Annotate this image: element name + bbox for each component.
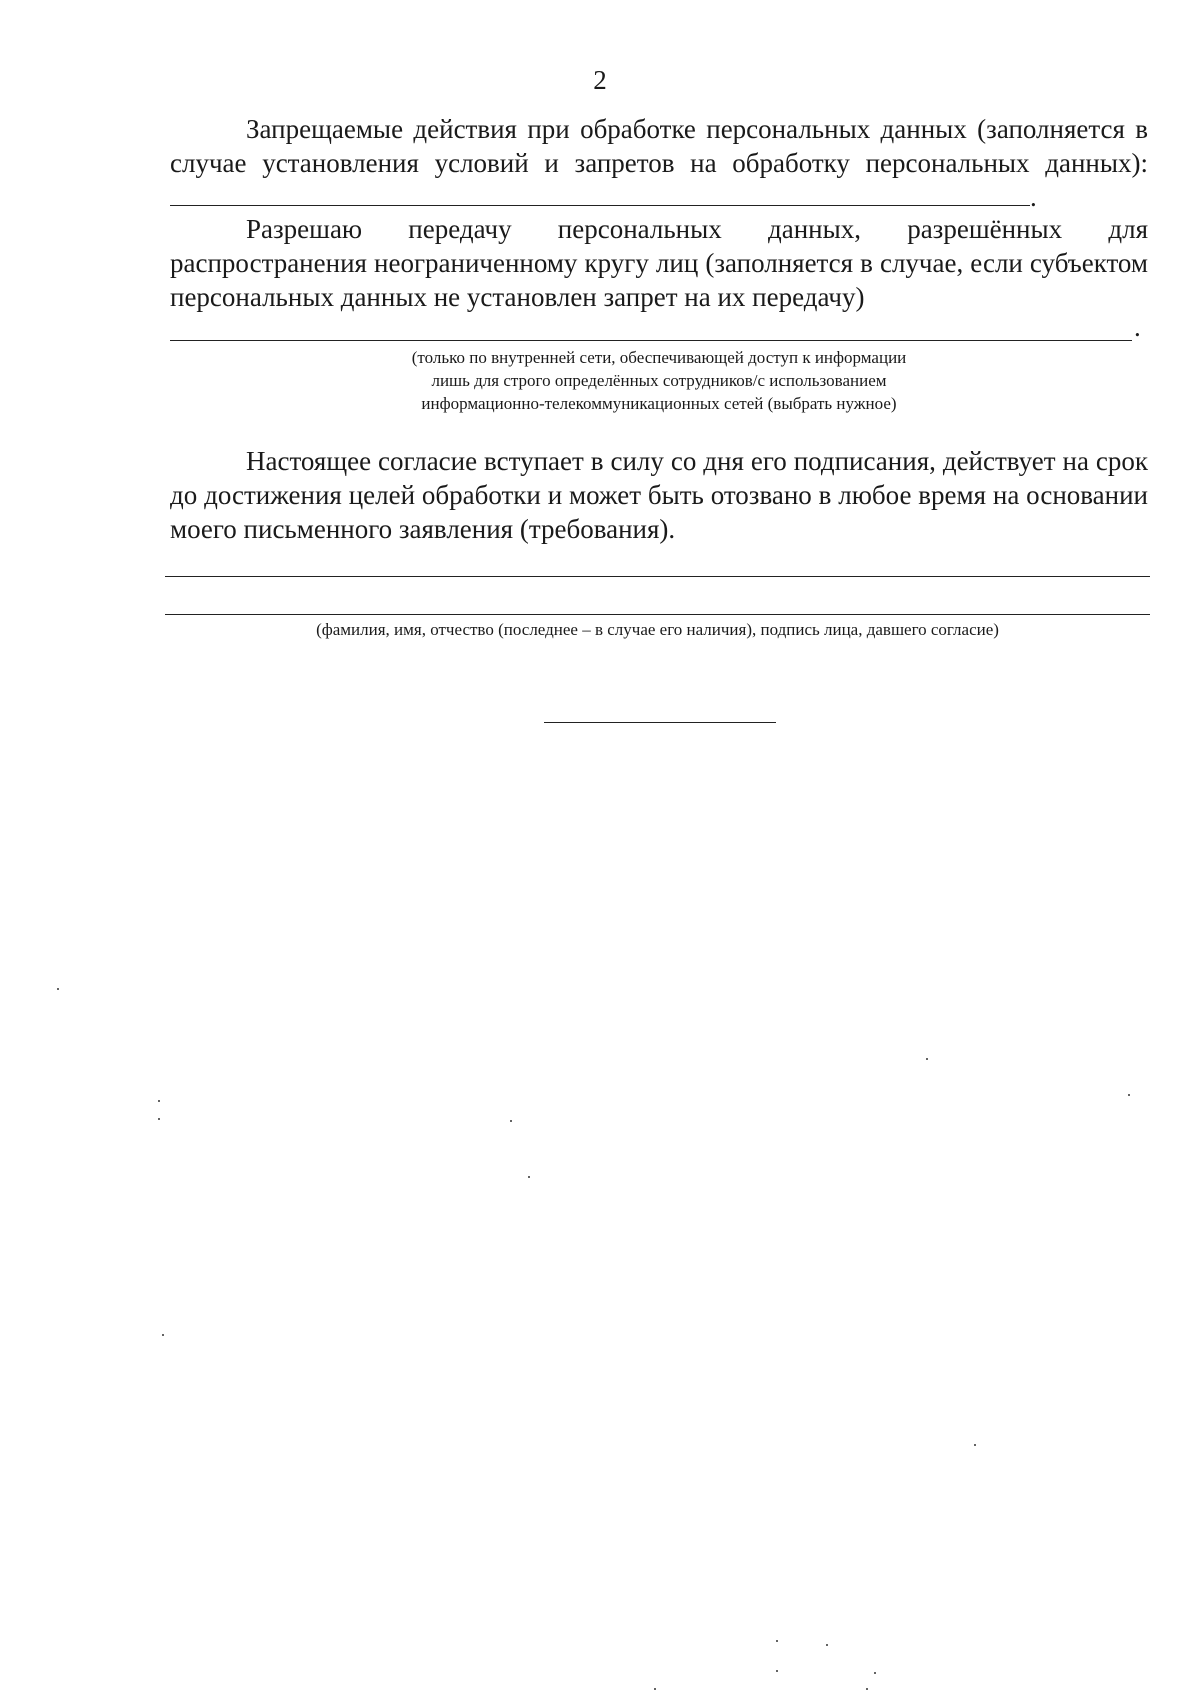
- transfer-permission-text: Разрешаю передачу персональных данных, разрешённых для распространения неограниченному кругу лиц (заполняется в случае, если субъектом персональных данных не установлен запрет на их передачу): [170, 214, 1148, 312]
- transfer-permission-fill-row: [170, 310, 1148, 344]
- scan-speck: [926, 1058, 928, 1060]
- signature-line[interactable]: [165, 614, 1150, 615]
- scan-speck: [826, 1644, 828, 1646]
- scan-speck: [866, 1688, 868, 1690]
- scan-speck: [776, 1640, 778, 1642]
- validity-paragraph: [170, 444, 1148, 546]
- closing-divider: [544, 722, 776, 723]
- transfer-permission-paragraph: [170, 212, 1148, 314]
- scan-speck: [528, 1176, 530, 1178]
- scan-speck: [974, 1444, 976, 1446]
- scan-speck: [1128, 1094, 1130, 1096]
- scan-speck: [162, 1334, 164, 1336]
- scan-speck: [654, 1688, 656, 1690]
- transfer-permission-fill-line[interactable]: [170, 340, 1132, 341]
- transfer-caption-line-2: лишь для строго определённых сотрудников/с использованием: [431, 371, 887, 390]
- scan-speck: [158, 1118, 160, 1120]
- scan-speck: [874, 1672, 876, 1674]
- transfer-permission-end-mark: .: [1134, 312, 1141, 342]
- validity-text: Настоящее согласие вступает в силу со дня его подписания, действует на срок до достижения целей обработки и может быть отозвано в любое время на основании моего письменного заявления (требования).: [170, 446, 1148, 544]
- signature-caption: (фамилия, имя, отчество (последнее – в случае его наличия), подпись лица, давшего согласие): [316, 620, 999, 639]
- prohibited-actions-end-mark: .: [1030, 182, 1037, 212]
- transfer-options-caption: [170, 346, 1148, 415]
- signature-name-line[interactable]: [165, 576, 1150, 577]
- transfer-caption-line-3: информационно-телекоммуникационных сетей (выбрать нужное): [421, 394, 897, 413]
- scan-speck: [776, 1670, 778, 1672]
- prohibited-actions-text: Запрещаемые действия при обработке персональных данных (заполняется в случае установления условий и запретов на обработку персональных данных):: [170, 114, 1148, 178]
- scan-speck: [57, 988, 59, 990]
- transfer-caption-line-1: (только по внутренней сети, обеспечивающей доступ к информации: [411, 348, 907, 367]
- prohibited-actions-paragraph: [170, 112, 1148, 214]
- page-number: 2: [593, 65, 607, 95]
- scan-speck: [510, 1120, 512, 1122]
- scan-speck: [158, 1100, 160, 1102]
- prohibited-actions-fill-line[interactable]: [170, 204, 1030, 206]
